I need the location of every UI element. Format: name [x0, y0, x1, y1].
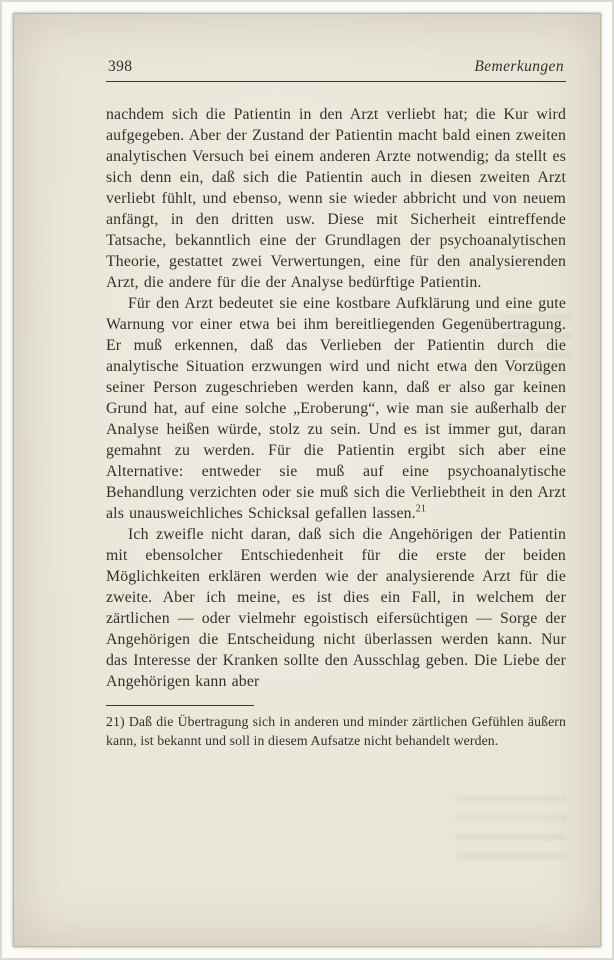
page-number: 398 — [108, 58, 133, 75]
paragraph: nachdem sich die Patientin in den Arzt verliebt hat; die Kur wird aufgegeben. Aber der Zustand der Patientin macht bald einen zweiten analytischen Versuch bei einem anderen Arzte notwendig; da stellt es sich denn ein, daß sich die Patientin auch in diesen zweiten Arzt verliebt fühlt, und ebenso, wenn sie wieder abbricht und von neuem anfängt, in den dritten usw. Diese mit Sicherheit eintreffende Tatsache, bekanntlich eine der Grundlagen der psychoanalytischen Theorie, gestattet zwei Verwertungen, eine für den analysierenden Arzt, die andere für die der Analyse bedürftige Patientin. — [106, 106, 566, 291]
footnote-rule — [106, 705, 254, 706]
book-page — [13, 13, 601, 947]
page-header — [106, 58, 566, 81]
header-rule — [106, 81, 566, 82]
paragraph — [106, 293, 566, 524]
running-title: Bemerkungen — [474, 58, 564, 75]
footnote-reference: 21 — [415, 503, 427, 515]
body-text — [106, 104, 566, 692]
paragraph-text: Für den Arzt bedeutet sie eine kostbare Aufklärung und eine gute Warnung vor einer etwa bei ihm bereitliegenden Gegenübertragung. Er muß erkennen, daß das Verlieben der Patientin durch die analytische Situation erzwungen wird und nicht etwa den Vorzügen seiner Person zugeschrieben werden kann, daß er also gar keinen Grund hat, auf eine solche „Eroberung“, wie man sie außerhalb der Analyse heißen würde, stolz zu sein. Und es ist immer gut, daran gemahnt zu werden. Für die Patientin ergibt sich aber eine Alternative: entweder sie muß auf eine psychoanalytische Behandlung verzichten oder sie muß sich die Verliebtheit in den Arzt als unausweichliches Schicksal gefallen lassen. — [106, 295, 566, 522]
ink-showthrough-artifact — [456, 796, 566, 866]
paragraph: Ich zweifle nicht daran, daß sich die Angehörigen der Patientin mit ebensolcher Entschiedenheit für die erste der beiden Möglichkeiten erklären werden wie der analysierende Arzt für die zweite. Aber ich meine, es ist dies ein Fall, in welchem der zärtlichen — oder vielmehr egoistisch eifersüchtigen — Sorge der Angehörigen die Entscheidung nicht überlassen werden kann. Nur das Interesse der Kranken sollte den Ausschlag geben. Die Liebe der Angehörigen kann aber — [106, 526, 566, 690]
footnote: 21) Daß die Übertragung sich in anderen und minder zärtlichen Gefühlen äußern kann, ist bekannt und soll in diesem Aufsatze nicht behandelt werden. — [106, 714, 566, 748]
text-block — [106, 58, 566, 750]
